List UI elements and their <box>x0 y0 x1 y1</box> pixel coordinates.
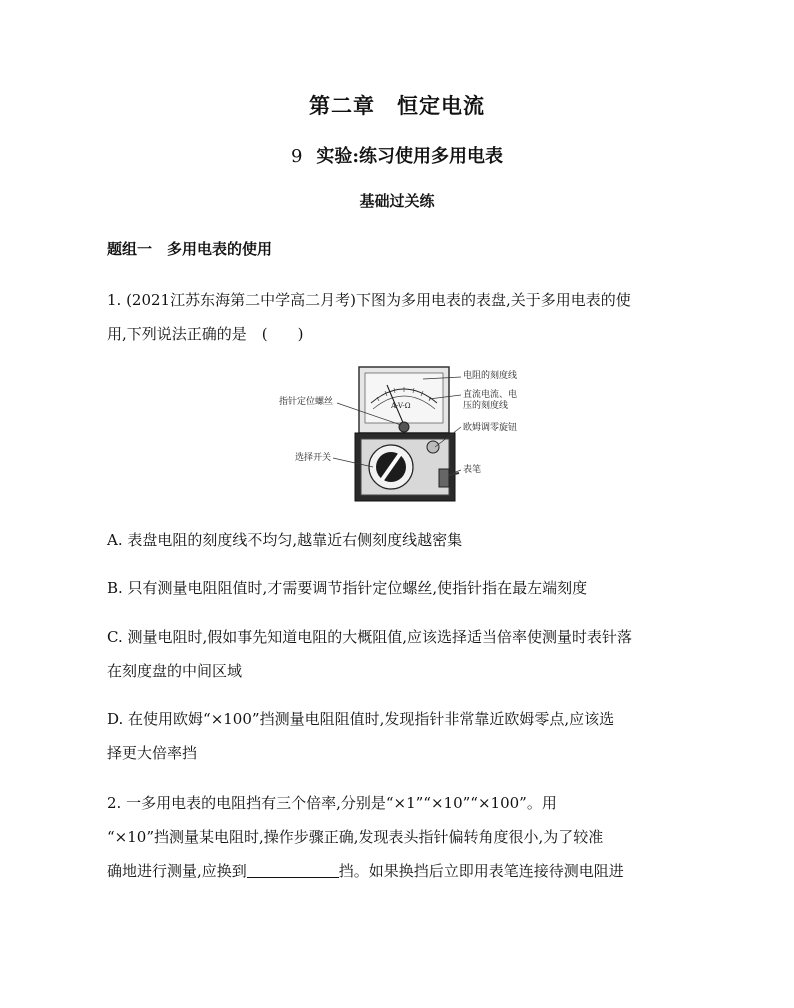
question-2-line-3-start: 确地进行测量,应换到 <box>107 862 247 880</box>
question-2-line-3-end: 挡。如果换挡后立即用表笔连接待测电阻进 <box>338 862 624 880</box>
dial-face-text: A-V-Ω <box>391 402 411 410</box>
label-selector: 选择开关 <box>295 453 332 463</box>
label-probe: 表笔 <box>463 465 482 475</box>
label-dc-scale-1: 直流电流、电 <box>463 390 518 400</box>
question-1-line-2: 用,下列说法正确的是 ( ) <box>107 325 304 343</box>
label-resistance-scale: 电阻的刻度线 <box>463 371 518 381</box>
option-d-line-2: 择更大倍率挡 <box>107 744 198 762</box>
section-number: 9 <box>290 146 303 167</box>
option-d <box>107 702 697 770</box>
option-c-line-2: 在刻度盘的中间区域 <box>107 662 243 680</box>
option-b-text: B. 只有测量电阻阻值时,才需要调节指针定位螺丝,使指针指在最左端刻度 <box>107 579 588 597</box>
question-1 <box>107 283 697 351</box>
option-c-line-1: C. 测量电阻时,假如事先知道电阻的大概阻值,应该选择适当倍率使测量时表针落 <box>107 628 633 646</box>
label-zero-knob: 欧姆调零旋钮 <box>463 423 518 433</box>
option-d-line-1: D. 在使用欧姆“×100”挡测量电阻阻值时,发现指针非常靠近欧姆零点,应该选 <box>107 710 615 728</box>
question-2 <box>107 786 697 888</box>
exercise-subtitle: 基础过关练 <box>359 192 435 210</box>
option-b <box>107 571 697 605</box>
multimeter-figure <box>273 363 535 503</box>
answer-blank[interactable] <box>247 859 339 878</box>
option-a <box>107 523 697 557</box>
section-name: 实验:练习使用多用电表 <box>316 146 504 167</box>
question-2-line-3 <box>107 854 697 888</box>
label-pointer-screw: 指针定位螺丝 <box>279 397 334 407</box>
chapter-title: 第二章 恒定电流 <box>309 93 485 118</box>
section-title <box>0 142 794 168</box>
group-title: 题组一 多用电表的使用 <box>107 240 273 258</box>
option-a-text: A. 表盘电阻的刻度线不均匀,越靠近右侧刻度线越密集 <box>107 531 463 549</box>
question-2-line-1: 2. 一多用电表的电阻挡有三个倍率,分别是“×1”“×10”“×100”。用 <box>107 794 557 812</box>
option-c <box>107 620 697 688</box>
label-dc-scale-2: 压的刻度线 <box>463 401 509 411</box>
question-2-line-2: “×10”挡测量某电阻时,操作步骤正确,发现表头指针偏转角度很小,为了较准 <box>107 828 604 846</box>
question-1-line-1: 1. (2021江苏东海第二中学高二月考)下图为多用电表的表盘,关于多用电表的使 <box>107 291 631 309</box>
